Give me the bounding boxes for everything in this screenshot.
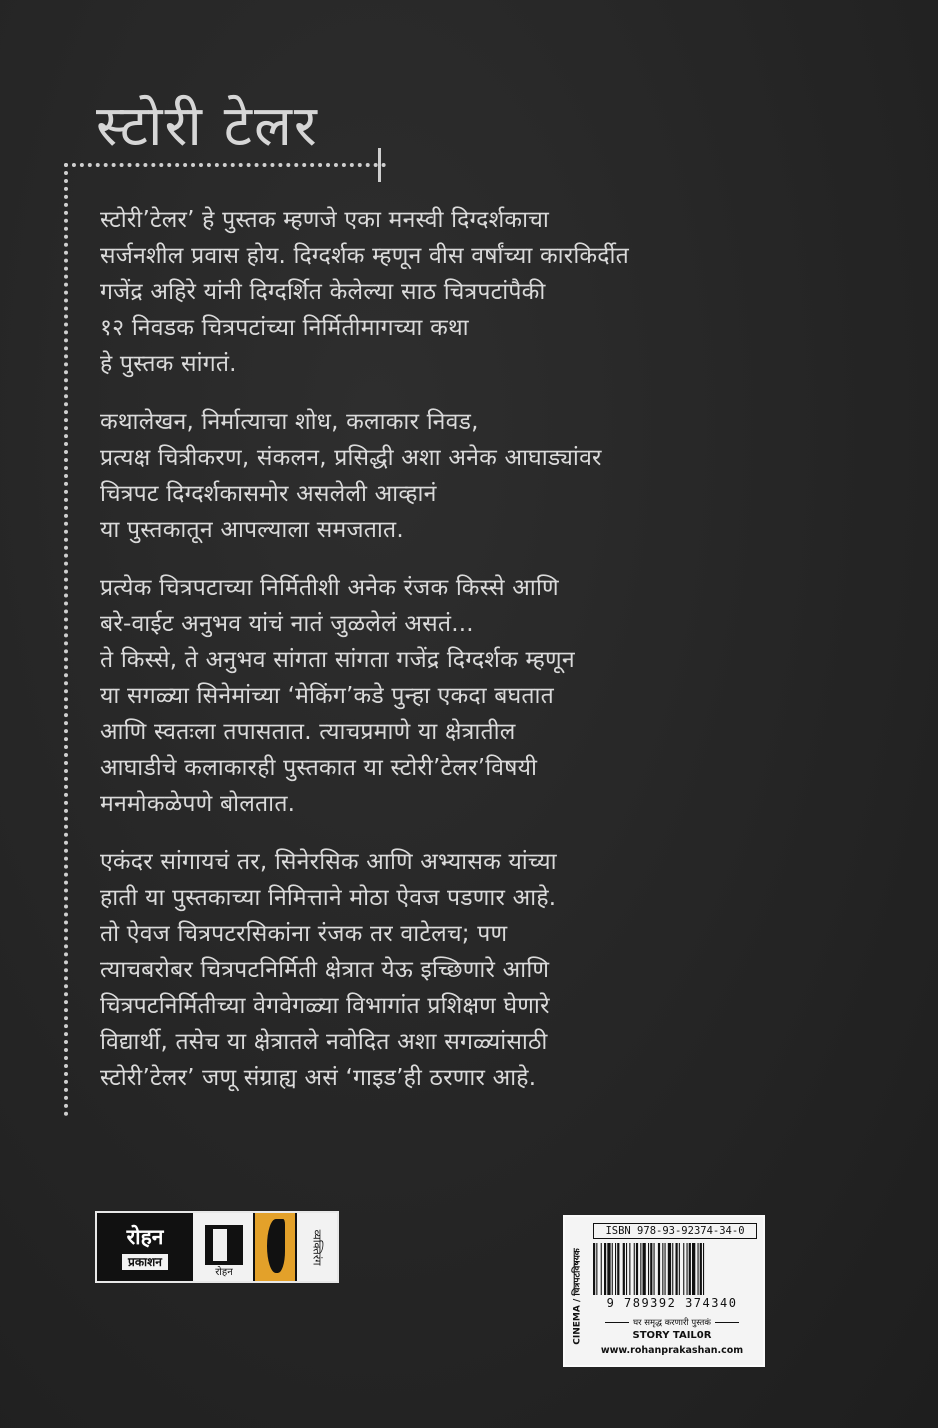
website-url: www.rohanprakashan.com bbox=[600, 1345, 744, 1356]
barcode-bar bbox=[687, 1243, 688, 1295]
barcode-bars bbox=[593, 1243, 755, 1295]
blurb bbox=[100, 202, 830, 1118]
barcode-bar bbox=[601, 1243, 602, 1295]
text-line: प्रत्यक्ष चित्रीकरण, संकलन, प्रसिद्धी अशा अनेक आघाड्यांवर bbox=[100, 445, 602, 471]
barcode-bar bbox=[703, 1243, 704, 1295]
text-line: या पुस्तकातून आपल्याला समजतात. bbox=[100, 517, 404, 543]
text-line: चित्रपट दिग्दर्शकासमोर असलेली आव्हानं bbox=[100, 481, 437, 507]
barcode-bar bbox=[658, 1243, 660, 1295]
prakashan-text: प्रकाशन bbox=[122, 1254, 168, 1270]
barcode-bar bbox=[643, 1243, 646, 1295]
barcode-bar bbox=[640, 1243, 641, 1295]
paragraph-2 bbox=[100, 404, 830, 548]
barcode-bar bbox=[679, 1243, 680, 1295]
barcode-bar bbox=[593, 1243, 595, 1295]
category-text: CINEMA / चित्रपटविषयक bbox=[572, 1248, 583, 1345]
barcode-bar bbox=[654, 1243, 655, 1295]
text-line: ते किस्से, ते अनुभव सांगता सांगता गजेंद्र दिग्दर्शक म्हणून bbox=[100, 647, 575, 673]
barcode-bar bbox=[626, 1243, 627, 1295]
barcode-bar bbox=[617, 1243, 619, 1295]
text-line: त्याचबरोबर चित्रपटनिर्मिती क्षेत्रात येऊ इच्छिणारे आणि bbox=[100, 957, 550, 983]
text-line: हे पुस्तक सांगतं. bbox=[100, 351, 237, 377]
text-line: मनमोकळेपणे बोलतात. bbox=[100, 791, 296, 817]
book-title: स्टोरी टेलर bbox=[96, 94, 319, 159]
text-line: विद्यार्थी, तसेच या क्षेत्रातले नवोदित अशा सगळ्यांसाठी bbox=[100, 1029, 548, 1055]
tagline-label: घर समृद्ध करणारी पुस्तकं bbox=[633, 1318, 711, 1328]
series-title: STORY TAIL0R bbox=[632, 1330, 712, 1341]
barcode-bar bbox=[668, 1243, 671, 1295]
text-line: तो ऐवज चित्रपटरसिकांना रंजक तर वाटेलच; पण bbox=[100, 921, 508, 947]
text-line: एकंदर सांगायचं तर, सिनेरसिक आणि अभ्यासक यांच्या bbox=[100, 849, 557, 875]
text-line: १२ निवडक चित्रपटांच्या निर्मितीमागच्या कथा bbox=[100, 315, 469, 341]
text-line: सर्जनशील प्रवास होय. दिग्दर्शक म्हणून वीस वर्षांच्या कारकिर्दीत bbox=[100, 243, 629, 269]
text-line: स्टोरी’टेलर’ हे पुस्तक म्हणजे एका मनस्वी दिग्दर्शकाचा bbox=[100, 207, 550, 233]
text-line: या सगळ्या सिनेमांच्या ‘मेकिंग’कडे पुन्हा एकदा बघतात bbox=[100, 683, 554, 709]
text-line: चित्रपटनिर्मितीच्या वेगवेगळ्या विभागांत प्रशिक्षण घेणारे bbox=[100, 993, 550, 1019]
barcode-bar bbox=[607, 1243, 610, 1295]
barcode-bar bbox=[700, 1243, 702, 1295]
text-line: हाती या पुस्तकाच्या निमित्ताने मोठा ऐवज पडणार आहे. bbox=[100, 885, 557, 911]
barcode-bar bbox=[683, 1243, 684, 1295]
text-line: गजेंद्र अहिरे यांनी दिग्दर्शित केलेल्या साठ चित्रपटांपैकी bbox=[100, 279, 546, 305]
text-line: बरे-वाईट अनुभव यांचं नातं जुळलेलं असतं... bbox=[100, 611, 474, 637]
barcode-digits: 9 789392 374340 bbox=[606, 1296, 738, 1310]
barcode-bar bbox=[629, 1243, 630, 1295]
face-silhouette-icon bbox=[255, 1213, 297, 1281]
vyakti-logo-text: व्यक्तिरंग bbox=[310, 1229, 324, 1265]
paragraph-1 bbox=[100, 202, 830, 382]
barcode-bar bbox=[665, 1243, 666, 1295]
book-logo bbox=[195, 1213, 255, 1281]
text-line: स्टोरी’टेलर’ जणू संग्राह्य असं ‘गाइड’ही ठरणार आहे. bbox=[100, 1065, 537, 1091]
text-line: आघाडीचे कलाकारही पुस्तकात या स्टोरी’टेलर’विषयी bbox=[100, 755, 538, 781]
barcode-block bbox=[563, 1215, 765, 1367]
barcode-bar bbox=[698, 1243, 699, 1295]
barcode-bar bbox=[650, 1243, 652, 1295]
rohan-logo bbox=[97, 1213, 195, 1281]
barcode-bar bbox=[676, 1243, 678, 1295]
barcode-bar bbox=[648, 1243, 649, 1295]
barcode-bar bbox=[612, 1243, 613, 1295]
barcode-bar bbox=[636, 1243, 638, 1295]
barcode-bar bbox=[615, 1243, 616, 1295]
barcode-bar bbox=[692, 1243, 695, 1295]
text-line: प्रत्येक चित्रपटाच्या निर्मितीशी अनेक रंजक किस्से आणि bbox=[100, 575, 559, 601]
paragraph-3 bbox=[100, 570, 830, 822]
rohan-logo-text: रोहन bbox=[126, 1225, 164, 1249]
text-line: कथालेखन, निर्मात्याचा शोध, कलाकार निवड, bbox=[100, 409, 479, 435]
book-icon bbox=[205, 1225, 243, 1265]
barcode-bar bbox=[662, 1243, 663, 1295]
barcode-bar bbox=[623, 1243, 625, 1295]
text-line: आणि स्वतःला तपासतात. त्याचप्रमाणे या क्षेत्रातील bbox=[100, 719, 516, 745]
barcode-bar bbox=[604, 1243, 606, 1295]
barcode-bar bbox=[689, 1243, 691, 1295]
barcode-bar bbox=[596, 1243, 597, 1295]
book-logo-tag: रोहन bbox=[215, 1267, 233, 1278]
isbn-text: ISBN 978-93-92374-34-0 bbox=[593, 1223, 757, 1239]
tagline-text bbox=[587, 1317, 757, 1328]
barcode-icon bbox=[593, 1243, 755, 1295]
vyakti-logo bbox=[297, 1213, 337, 1281]
publisher-logos bbox=[95, 1211, 339, 1283]
barcode-bar bbox=[634, 1243, 635, 1295]
paragraph-4 bbox=[100, 844, 830, 1096]
barcode-bar bbox=[672, 1243, 673, 1295]
category-label bbox=[567, 1239, 585, 1354]
